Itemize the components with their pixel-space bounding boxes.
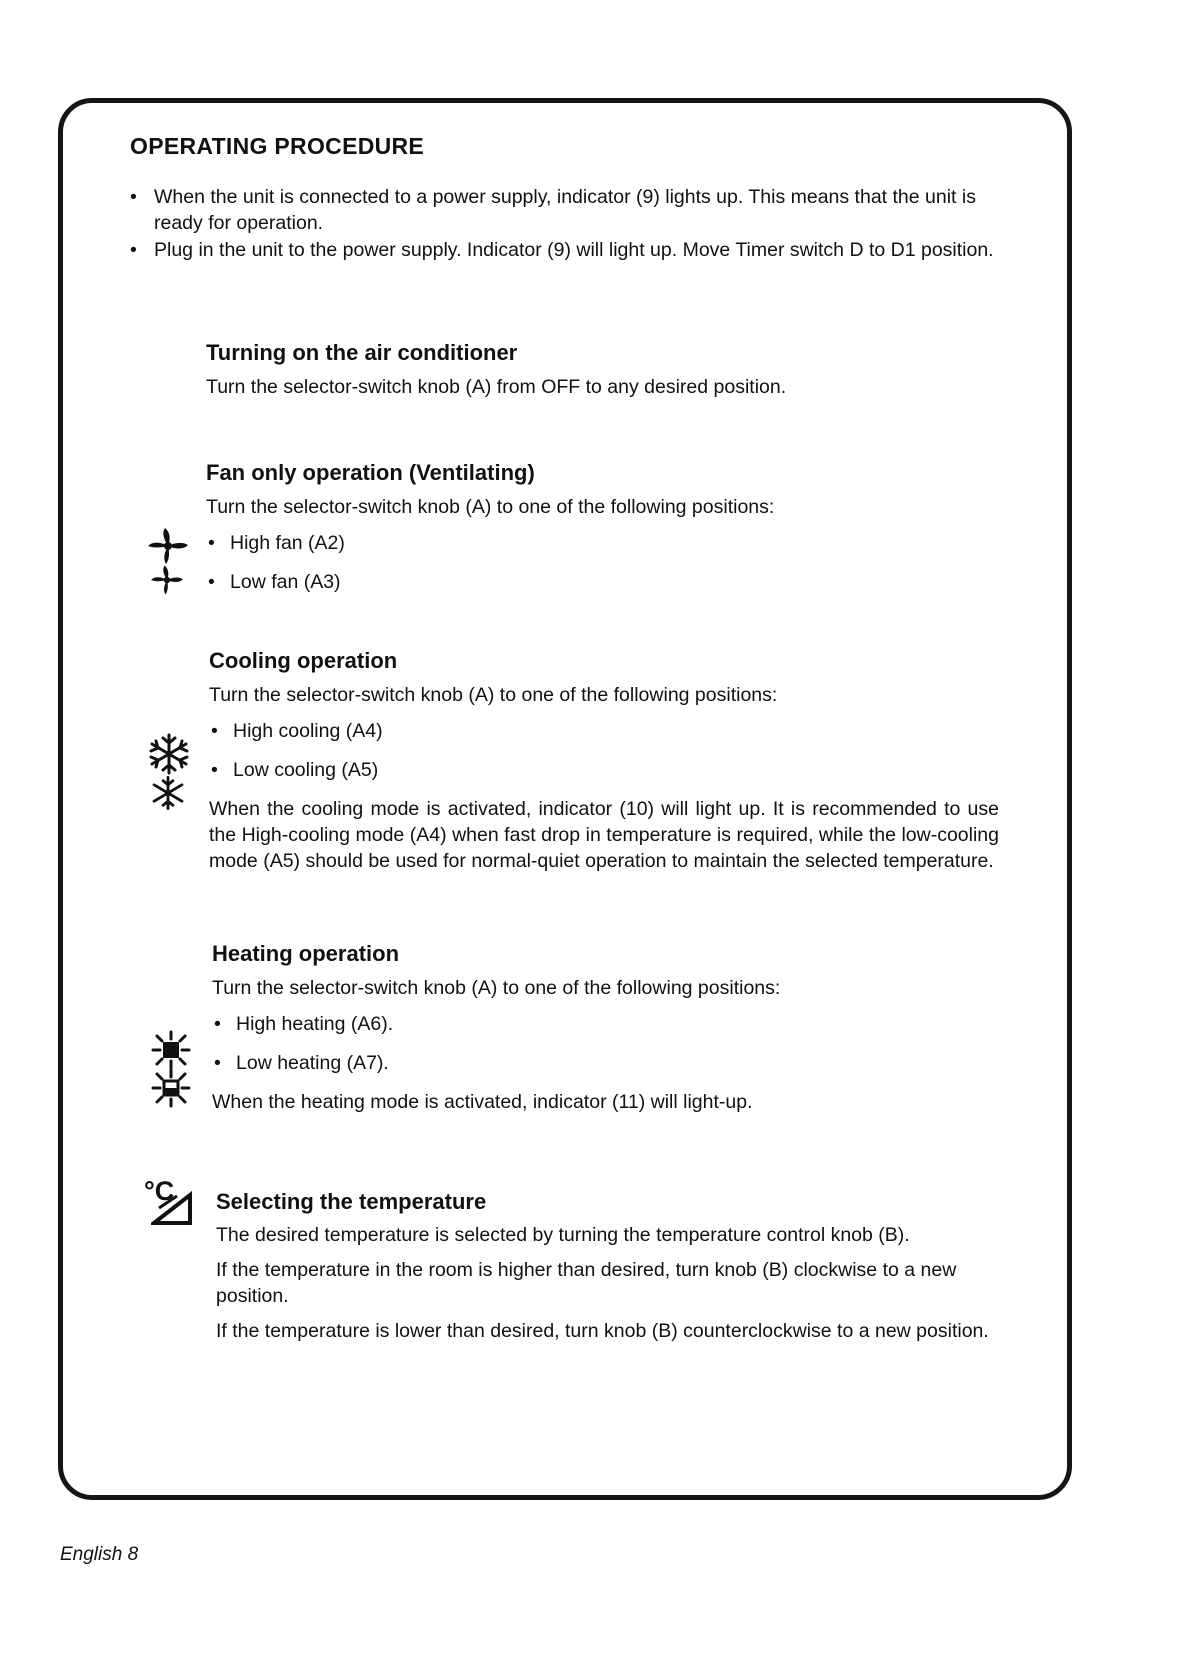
list-item: • Low heating (A7). [212,1050,1012,1089]
section-heading: Heating operation [212,941,400,966]
list-item: • High cooling (A4) [209,718,999,757]
temperature-paragraph: The desired temperature is selected by turning the temperature control knob (B). [216,1224,910,1246]
high-cooling-snowflake-icon [147,732,191,776]
cooling-options [209,718,999,796]
list-item: • High heating (A6). [212,1011,1012,1050]
section-cooling [209,647,999,874]
high-heating-sun-icon [151,1030,191,1070]
intro-bullet: • When the unit is connected to a power supply, indicator (9) lights up. This means that the unit is ready for operation. [128,184,998,236]
intro-bullet-list [128,184,998,264]
section-heading: Cooling operation [209,648,398,673]
section-heating [212,940,1012,1115]
low-cooling-snowflake-icon [150,775,186,811]
temperature-paragraph: If the temperature is lower than desired, turn knob (B) counterclockwise to a new position. [216,1320,989,1342]
section-text: Turn the selector-switch knob (A) from OFF to any desired position. [206,376,787,398]
section-text: Turn the selector-switch knob (A) to one of the following positions: [212,977,781,999]
low-heating-sun-icon [151,1068,191,1108]
section-heading: Fan only operation (Ventilating) [206,460,535,485]
cooling-note: When the cooling mode is activated, indicator (10) will light up. It is recommended to use the High-cooling mode (A4) when fast drop in temperature is required, while the low-cooling mode (A5) should be used for normal-quiet operation to maintain the selected temperature. [209,798,999,872]
triangle-gauge-icon [151,1190,193,1226]
heating-note: When the heating mode is activated, indicator (11) will light-up. [212,1091,753,1113]
section-text: Turn the selector-switch knob (A) to one of the following positions: [209,684,778,706]
section-fan [206,459,1006,608]
section-heading: Selecting the temperature [216,1189,487,1214]
high-fan-icon [145,526,191,566]
heating-options [212,1011,1012,1089]
celsius-label: °C [144,1176,175,1206]
section-turning-on [206,339,1006,400]
list-item: • Low fan (A3) [206,569,1006,608]
section-heading: Turning on the air conditioner [206,340,518,365]
section-temperature [216,1188,996,1344]
section-text: Turn the selector-switch knob (A) to one of the following positions: [206,496,775,518]
list-item: • Low cooling (A5) [209,757,999,796]
page-footer: English 8 [60,1544,139,1565]
low-fan-icon [148,564,186,596]
page-title: OPERATING PROCEDURE [130,133,425,159]
list-item: • High fan (A2) [206,530,1006,569]
temperature-paragraph: If the temperature in the room is higher than desired, turn knob (B) clockwise to a new position. [216,1259,957,1307]
fan-options [206,530,1006,608]
intro-bullet: • Plug in the unit to the power supply. Indicator (9) will light up. Move Timer switch D to D1 position. [128,237,998,263]
